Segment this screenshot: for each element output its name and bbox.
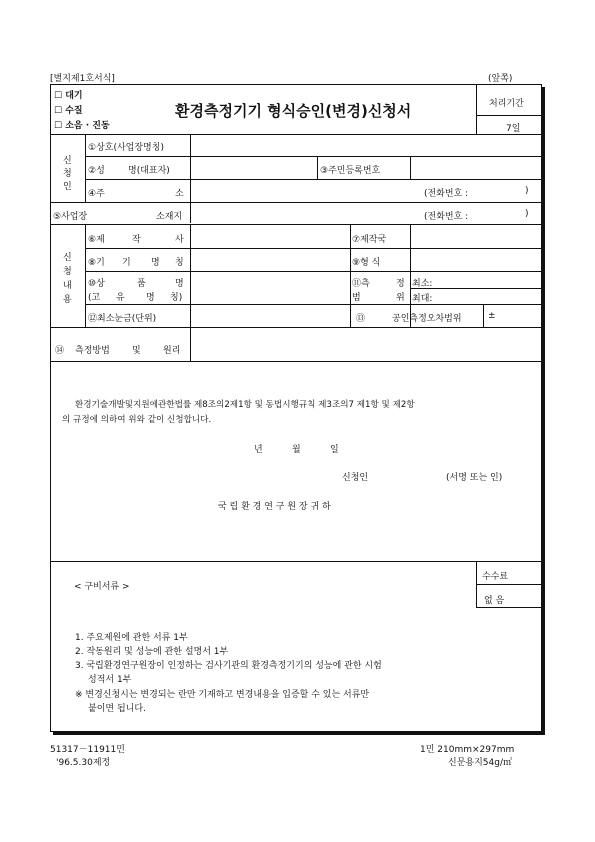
processing-period-value: 7일 — [506, 124, 521, 134]
method-label-2: 및 — [132, 346, 141, 356]
row-line-3 — [50, 202, 542, 203]
address-label-suffix: 소 — [175, 189, 184, 199]
method-label-1: 측정방법 — [75, 346, 110, 356]
date-month: 월 — [292, 445, 301, 455]
device-name-label-1: ⑧기 — [88, 258, 105, 268]
row-line-2 — [85, 179, 542, 180]
range-max-label: 최대: — [412, 294, 433, 304]
business-name-label: ①상호(사업장명칭) — [88, 143, 164, 153]
form-title: 환경측정기기 형식승인(변경)신청서 — [175, 102, 412, 120]
range-label-2b: 위 — [396, 293, 405, 303]
row-line-1 — [85, 156, 542, 157]
site-label-suffix: 소재지 — [156, 212, 183, 222]
date-day: 일 — [330, 445, 339, 455]
tolerance-number: ⑬ — [356, 314, 366, 324]
processing-divider — [476, 84, 477, 135]
footer-date: '96.5.30제정 — [56, 758, 111, 768]
device-name-label-3: 명 — [151, 258, 160, 268]
device-name-label-4: 칭 — [175, 258, 184, 268]
manufacturer-label-3: 사 — [175, 235, 184, 245]
document-item-2: 2. 작동원리 및 성능에 관한 설명서 1부 — [75, 647, 229, 657]
applicant-signature-label: 신청인 — [342, 473, 369, 483]
footer-code: 51317－11911민 — [50, 745, 125, 755]
site-label-prefix: ⑤사업장 — [53, 212, 88, 222]
application-right-divider-a — [350, 224, 351, 327]
rrn-divider — [317, 156, 318, 179]
application-label-3: 내 — [63, 281, 72, 291]
phone-close: ) — [525, 186, 529, 196]
range-label-1a: ⑪측 — [352, 279, 370, 289]
checkbox-icon[interactable]: ☐ — [54, 106, 63, 116]
application-label-divider — [85, 224, 86, 327]
border-shadow-bottom — [53, 732, 545, 735]
row-line-8 — [50, 327, 542, 328]
date-year: 년 — [254, 445, 263, 455]
signature-hint: (서명 또는 인) — [446, 473, 503, 483]
tolerance-value: ± — [488, 311, 496, 321]
range-label-2a: 범 — [352, 293, 361, 303]
fee-value: 없 음 — [484, 596, 505, 606]
fee-midline — [476, 584, 542, 585]
product-name-label-2d: 칭) — [170, 293, 183, 303]
processing-midline — [476, 115, 542, 116]
product-name-label-2b: 유 — [116, 293, 125, 303]
title-bottom-line — [50, 134, 542, 135]
rrn-label: ③주민등록번호 — [320, 166, 381, 176]
processing-period-label: 처리기간 — [489, 99, 524, 109]
fee-label: 수수료 — [482, 572, 509, 582]
tolerance-divider — [483, 304, 484, 327]
declaration-line-1: 환경기술개발및지원에관한법률 제8조의2제1항 및 동법시행규칙 제3조의7 제1항 및 제2항 — [75, 400, 415, 410]
min-scale-label: ⑫최소눈금(단위) — [88, 314, 157, 324]
tolerance-label: 공인측정오차범위 — [392, 314, 462, 324]
row-line-6 — [85, 271, 542, 272]
applicant-label-3: 인 — [63, 182, 72, 192]
document-note-cont: 붙이면 됩니다. — [88, 704, 146, 714]
footer-paper: 신문용지54g/㎡ — [448, 758, 512, 768]
page-side: (앞쪽) — [488, 74, 513, 84]
documents-heading: < 구비서류 > — [74, 582, 130, 592]
product-name-label-2c: 명 — [146, 293, 155, 303]
manufacturer-label-2: 작 — [132, 235, 141, 245]
applicant-label-divider — [85, 134, 86, 202]
product-name-label-1a: ⑩상 — [88, 279, 105, 289]
address-label-prefix: ④주 — [88, 189, 105, 199]
manufacturer-label-1: ⑥제 — [88, 235, 105, 245]
range-label-1b: 정 — [396, 279, 405, 289]
border-shadow-right — [542, 87, 545, 735]
representative-label: 명(대표자) — [128, 166, 170, 176]
category-air: ☐ 대기 — [54, 91, 83, 101]
row-line-4 — [50, 224, 542, 225]
application-label-1: 신 — [63, 253, 72, 263]
application-label-4: 용 — [63, 295, 72, 305]
recipient: 국 립 환 경 연 구 원 장 귀 하 — [218, 502, 331, 512]
country-label: ⑦제작국 — [352, 235, 387, 245]
applicant-label-1: 신 — [63, 156, 72, 166]
category-water: ☐ 수질 — [54, 106, 83, 116]
method-number: ⑭ — [55, 346, 65, 356]
form-number: [별지제1호서식] — [50, 74, 115, 84]
fee-bottom — [476, 607, 542, 608]
site-phone-close: ) — [525, 209, 529, 219]
row-line-9 — [50, 361, 542, 362]
document-item-3: 3. 국립환경연구원장이 인정하는 검사기관의 환경측정기기의 성능에 관한 시험 — [75, 661, 382, 671]
document-item-1: 1. 주요제원에 관한 서류 1부 — [75, 633, 188, 643]
method-label-3: 원리 — [163, 346, 181, 356]
product-name-label-1b: 품 — [137, 279, 146, 289]
outer-border-left — [50, 84, 51, 732]
declaration-line-2: 의 규정에 의하여 위와 같이 신청합니다. — [62, 415, 212, 425]
product-name-label-2a: (고 — [88, 293, 101, 303]
application-field-divider — [190, 224, 191, 361]
model-label: ⑨형 식 — [352, 258, 381, 268]
row-line-10 — [50, 561, 542, 562]
checkbox-icon[interactable]: ☐ — [54, 121, 63, 131]
checkbox-icon[interactable]: ☐ — [54, 91, 63, 101]
outer-border-top — [50, 84, 542, 85]
applicant-label-2: 청 — [63, 169, 72, 179]
device-name-label-2: 기 — [122, 258, 131, 268]
document-item-3-cont: 성적서 1부 — [88, 675, 132, 685]
category-noise: ☐ 소음 · 진동 — [54, 121, 110, 131]
row-line-7 — [85, 304, 542, 305]
range-min-label: 최소: — [412, 279, 433, 289]
footer-size: 1민 210mm×297mm — [420, 745, 515, 755]
product-name-label-1c: 명 — [175, 279, 184, 289]
application-label-2: 청 — [63, 267, 72, 277]
phone-label: (전화번호 : — [424, 189, 469, 199]
row-line-5 — [85, 248, 542, 249]
representative-label-prefix: ②성 — [88, 166, 105, 176]
document-note: ※ 변경신청시는 변경되는 란만 기재하고 변경내용을 입증할 수 있는 서류만 — [75, 690, 370, 700]
rrn-value-divider — [410, 156, 411, 179]
site-phone-label: (전화번호 : — [424, 212, 469, 222]
